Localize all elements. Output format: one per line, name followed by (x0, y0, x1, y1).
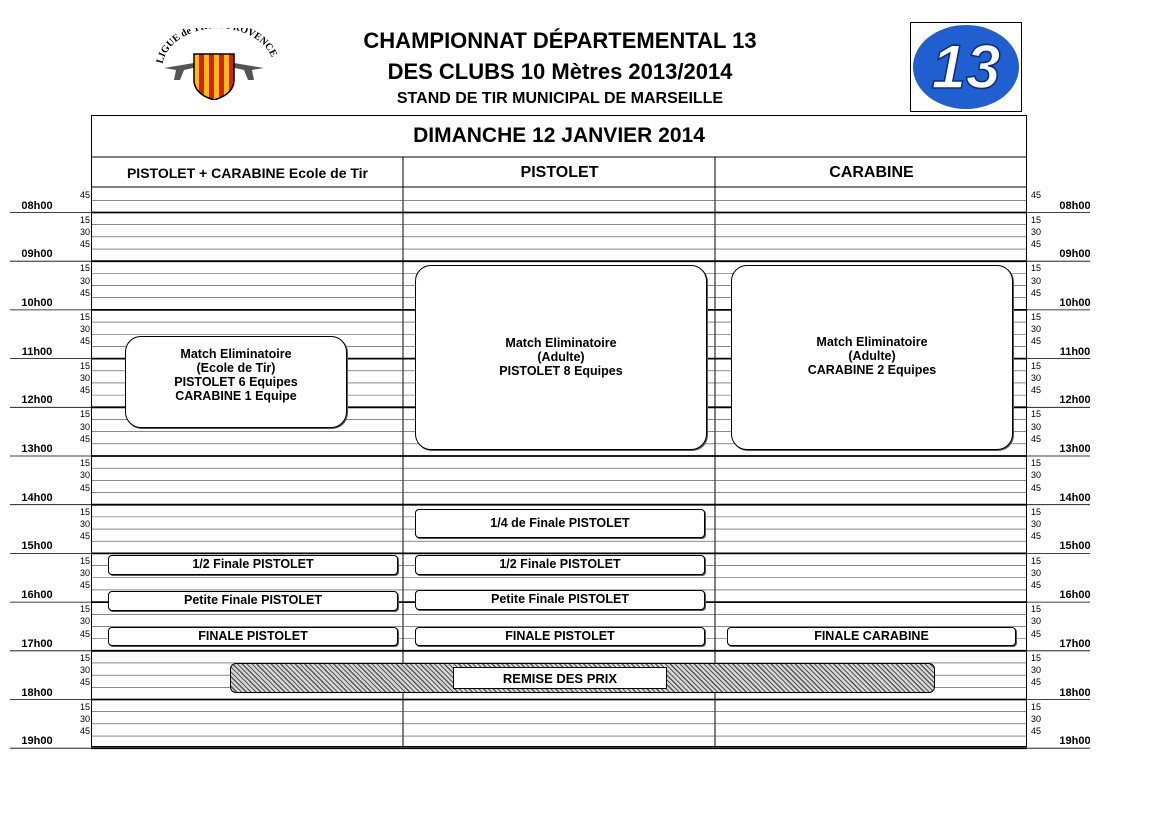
minute-label-left: 45 (79, 287, 90, 298)
minute-label-left: 15 (79, 458, 90, 469)
remise-des-prix-label: REMISE DES PRIX (453, 667, 667, 689)
minute-label-left: 45 (79, 336, 90, 347)
minute-label-right: 45 (1031, 482, 1042, 493)
minute-label-left: 15 (79, 263, 90, 274)
minute-label-left: 45 (79, 239, 90, 250)
minute-label-right: 45 (1031, 531, 1042, 542)
minute-label-left: 15 (79, 214, 90, 225)
minute-label-right: 45 (1031, 726, 1042, 737)
minute-label-right: 30 (1031, 275, 1042, 286)
minute-label-right: 45 (1031, 433, 1042, 444)
hour-label-right: 10h00 (1059, 296, 1091, 309)
hour-label-right: 09h00 (1059, 248, 1091, 261)
semi-final-ecole: 1/2 Finale PISTOLET (108, 555, 398, 575)
event-line: (Adulte) (537, 350, 585, 364)
event-line: Match Eliminatoire (505, 336, 617, 350)
minute-label-left: 30 (79, 616, 90, 627)
minute-label-right: 30 (1031, 567, 1042, 578)
logo-ligue-text: LIGUE de T OVENCE (154, 28, 279, 65)
minute-label-right: 30 (1031, 421, 1042, 432)
hour-label-left: 17h00 (21, 637, 53, 650)
hour-label-left: 10h00 (21, 296, 53, 309)
minute-label-left: 45 (79, 433, 90, 444)
minute-label-right: 30 (1031, 470, 1042, 481)
minute-label-right: 30 (1031, 713, 1042, 724)
hour-label-right: 17h00 (1059, 637, 1091, 650)
minute-label-left: 45 (79, 726, 90, 737)
minute-label-right: 45 (1031, 239, 1042, 250)
column-header-carabine: CARABINE (829, 164, 914, 181)
minute-label-left: 45 (79, 628, 90, 639)
minute-label-right: 30 (1031, 665, 1042, 676)
event-line: Match Eliminatoire (180, 347, 292, 361)
hour-label-left: 13h00 (21, 443, 53, 455)
minute-label-right: 15 (1031, 701, 1042, 712)
minute-label-right: 30 (1031, 519, 1042, 530)
hour-label-left: 15h00 (21, 540, 53, 553)
minute-label-left: 30 (79, 665, 90, 676)
minute-label-right: 30 (1031, 226, 1042, 237)
event-line: PISTOLET 6 Equipes (174, 375, 298, 389)
minute-label-left: 30 (79, 567, 90, 578)
event-line: (Adulte) (848, 349, 896, 363)
venue-subtitle: STAND DE TIR MUNICIPAL DE MARSEILLE (396, 90, 724, 107)
hour-label-right: 11h00 (1059, 345, 1091, 358)
column-header-ecole: PISTOLET + CARABINE Ecole de Tir (126, 165, 369, 181)
column-header-pistolet: PISTOLET (520, 164, 599, 181)
hour-label-left: 08h00 (21, 199, 53, 212)
hour-label-right: 16h00 (1059, 589, 1091, 602)
hour-label-left: 16h00 (21, 589, 53, 602)
minute-label-right: 15 (1031, 214, 1042, 225)
hour-label-left: 12h00 (21, 394, 53, 407)
event-line: CARABINE 1 Equipe (175, 389, 297, 403)
small-final-pistolet: Petite Finale PISTOLET (415, 590, 705, 610)
minute-label-left: 30 (79, 421, 90, 432)
minute-label-left: 45 (79, 531, 90, 542)
minute-label-right: 15 (1031, 458, 1042, 469)
minute-label-left: 15 (79, 555, 90, 566)
minute-label-right: 15 (1031, 409, 1042, 420)
minute-label-left: 15 (79, 409, 90, 420)
day-title: DIMANCHE 12 JANVIER 2014 (413, 124, 705, 147)
minute-label-right: 45 (1031, 677, 1042, 688)
minute-label-right: 30 (1031, 372, 1042, 383)
minute-label-right: 15 (1031, 312, 1042, 323)
hour-label-right: 13h00 (1059, 443, 1091, 455)
minute-label-left: 30 (79, 275, 90, 286)
hour-label-left: 19h00 (21, 735, 53, 748)
minute-label-right: 30 (1031, 616, 1042, 627)
logo-13-text: 13 (931, 33, 1001, 102)
event-line: CARABINE 2 Equipes (807, 363, 937, 377)
small-final-ecole: Petite Finale PISTOLET (108, 591, 398, 611)
minute-label-left: 30 (79, 519, 90, 530)
hour-label-right: 15h00 (1059, 540, 1091, 553)
minute-label-right: 15 (1031, 263, 1042, 274)
minute-label-right: 30 (1031, 324, 1042, 335)
event-line: PISTOLET 8 Equipes (499, 364, 623, 378)
hour-label-right: 08h00 (1059, 199, 1091, 212)
minute-label-left: 30 (79, 226, 90, 237)
title-line-2: DES CLUBS 10 Mètres 2013/2014 (387, 59, 733, 84)
hour-label-right: 19h00 (1059, 735, 1091, 748)
final-pistolet: FINALE PISTOLET (415, 627, 705, 646)
minute-label-right: 15 (1031, 555, 1042, 566)
title-line-1: CHAMPIONNAT DÉPARTEMENTAL 13 (363, 28, 757, 53)
hour-label-left: 18h00 (21, 686, 53, 699)
minute-label-left: 15 (79, 652, 90, 663)
minute-label-left: 15 (79, 360, 90, 371)
minute-label-left: 30 (79, 470, 90, 481)
minute-label-right: 45 (1031, 579, 1042, 590)
hour-label-left: 09h00 (21, 248, 53, 261)
minute-label-right: 15 (1031, 652, 1042, 663)
grid-frame (91, 115, 1027, 747)
minute-label-left: 45 (79, 579, 90, 590)
minute-label-left: 15 (79, 312, 90, 323)
minute-label-left: 15 (79, 701, 90, 712)
minute-label-right: 15 (1031, 604, 1042, 615)
minute-label-left: 30 (79, 324, 90, 335)
quarter-final-pistolet: 1/4 de Finale PISTOLET (415, 509, 705, 538)
hour-label-left: 14h00 (21, 491, 53, 504)
minute-label-left: 15 (79, 604, 90, 615)
hour-label-right: 14h00 (1059, 491, 1091, 504)
minute-label-left: 45 (79, 385, 90, 396)
minute-label-right: 45 (1031, 336, 1042, 347)
minute-label-right: 15 (1031, 360, 1042, 371)
hour-label-right: 12h00 (1059, 394, 1091, 407)
final-carabine: FINALE CARABINE (727, 627, 1016, 646)
minute-label-left: 45 (79, 482, 90, 493)
minute-label-left: 30 (79, 713, 90, 724)
minute-label-right: 45 (1031, 385, 1042, 396)
minute-label-left: 30 (79, 372, 90, 383)
minute-label-right: 45 (1031, 628, 1042, 639)
hour-label-left: 11h00 (21, 345, 53, 358)
minute-label-left: 45 (79, 190, 90, 201)
final-ecole: FINALE PISTOLET (108, 627, 398, 646)
semi-final-pistolet: 1/2 Finale PISTOLET (415, 555, 705, 575)
event-line: Match Eliminatoire (816, 335, 928, 349)
event-line: (Ecole de Tir) (196, 361, 276, 375)
minute-label-left: 15 (79, 506, 90, 517)
minute-label-left: 45 (79, 677, 90, 688)
minute-label-right: 45 (1031, 190, 1042, 201)
minute-label-right: 15 (1031, 506, 1042, 517)
hour-label-right: 18h00 (1059, 686, 1091, 699)
minute-label-right: 45 (1031, 287, 1042, 298)
